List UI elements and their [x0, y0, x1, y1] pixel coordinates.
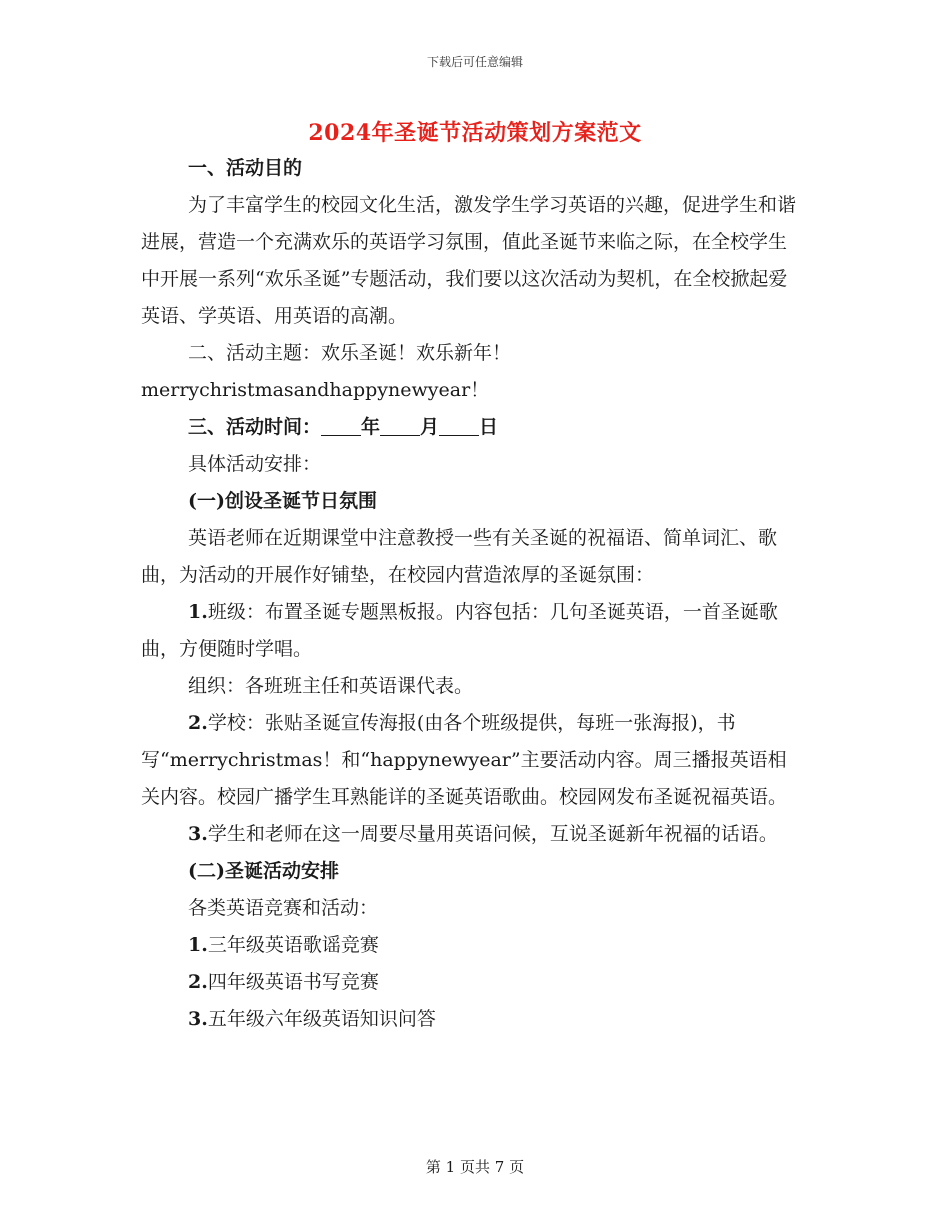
- document-body: [141, 150, 801, 1038]
- part-1-heading: (一)创设圣诞节日氛围: [188, 490, 377, 512]
- document-title: 2024年圣诞节活动策划方案范文: [308, 120, 642, 146]
- year-blank: [321, 415, 361, 436]
- arrangement-intro: 具体活动安排：: [188, 453, 322, 475]
- contest-2-number: 2.: [188, 971, 208, 993]
- organizer-line: 组织：各班班主任和英语课代表。: [188, 675, 474, 697]
- part-2-heading: (二)圣诞活动安排: [188, 860, 339, 882]
- section-3-time: [141, 409, 801, 446]
- part-1-paragraph: 英语老师在近期课堂中注意教授一些有关圣诞的祝福语、简单词汇、歌曲，为活动的开展作好铺垫，在校园内营造浓厚的圣诞氛围：: [141, 527, 778, 586]
- section-2-theme: 二、活动主题：欢乐圣诞！欢乐新年！: [188, 342, 512, 364]
- day-label: 日: [479, 416, 499, 438]
- section-1-paragraph: 为了丰富学生的校园文化生活，激发学生学习英语的兴趣，促进学生和谐进展，营造一个充满欢乐的英语学习氛围，值此圣诞节来临之际，在全校学生中开展一系列“欢乐圣诞”专题活动，我们要以这次活动为契机，在全校掀起爱英语、学英语、用英语的高潮。: [141, 194, 797, 327]
- item-1-number: 1.: [188, 601, 208, 623]
- item-3-text: 学生和老师在这一周要尽量用英语问候，互说圣诞新年祝福的话语。: [207, 823, 778, 845]
- day-blank: [439, 415, 479, 436]
- year-label: 年: [361, 416, 381, 438]
- item-3: [141, 816, 801, 853]
- part-2-intro: 各类英语竞赛和活动：: [188, 897, 379, 919]
- item-1-text: 班级：布置圣诞专题黑板报。内容包括：几句圣诞英语，一首圣诞歌曲，方便随时学唱。: [141, 601, 778, 660]
- page-footer: 第 1 页共 7 页: [425, 1158, 525, 1176]
- item-3-number: 3.: [188, 823, 208, 845]
- item-2: [141, 705, 801, 816]
- download-note: 下载后可任意编辑: [426, 55, 523, 69]
- item-2-text: 学校：张贴圣诞宣传海报(由各个班级提供，每班一张海报)，书写“merrychristmas！和“happynewyear”主要活动内容。周三播报英语相关内容。校园广播学生耳熟能详的圣诞英语歌曲。校园网发布圣诞祝福英语。: [141, 712, 788, 808]
- contest-3-text: 五年级六年级英语知识问答: [207, 1008, 436, 1030]
- contest-2-text: 四年级英语书写竞赛: [207, 971, 379, 993]
- item-1: [141, 594, 801, 668]
- section-1-heading: 一、活动目的: [188, 157, 303, 179]
- contest-3: [141, 1001, 801, 1038]
- section-2-english: merrychristmasandhappynewyear！: [141, 379, 490, 401]
- contest-1-number: 1.: [188, 934, 208, 956]
- contest-1-text: 三年级英语歌谣竞赛: [207, 934, 379, 956]
- section-3-label: 三、活动时间：: [188, 416, 322, 438]
- month-label: 月: [420, 416, 440, 438]
- contest-1: [141, 927, 801, 964]
- contest-3-number: 3.: [188, 1008, 208, 1030]
- month-blank: [380, 415, 420, 436]
- contest-2: [141, 964, 801, 1001]
- item-2-number: 2.: [188, 712, 208, 734]
